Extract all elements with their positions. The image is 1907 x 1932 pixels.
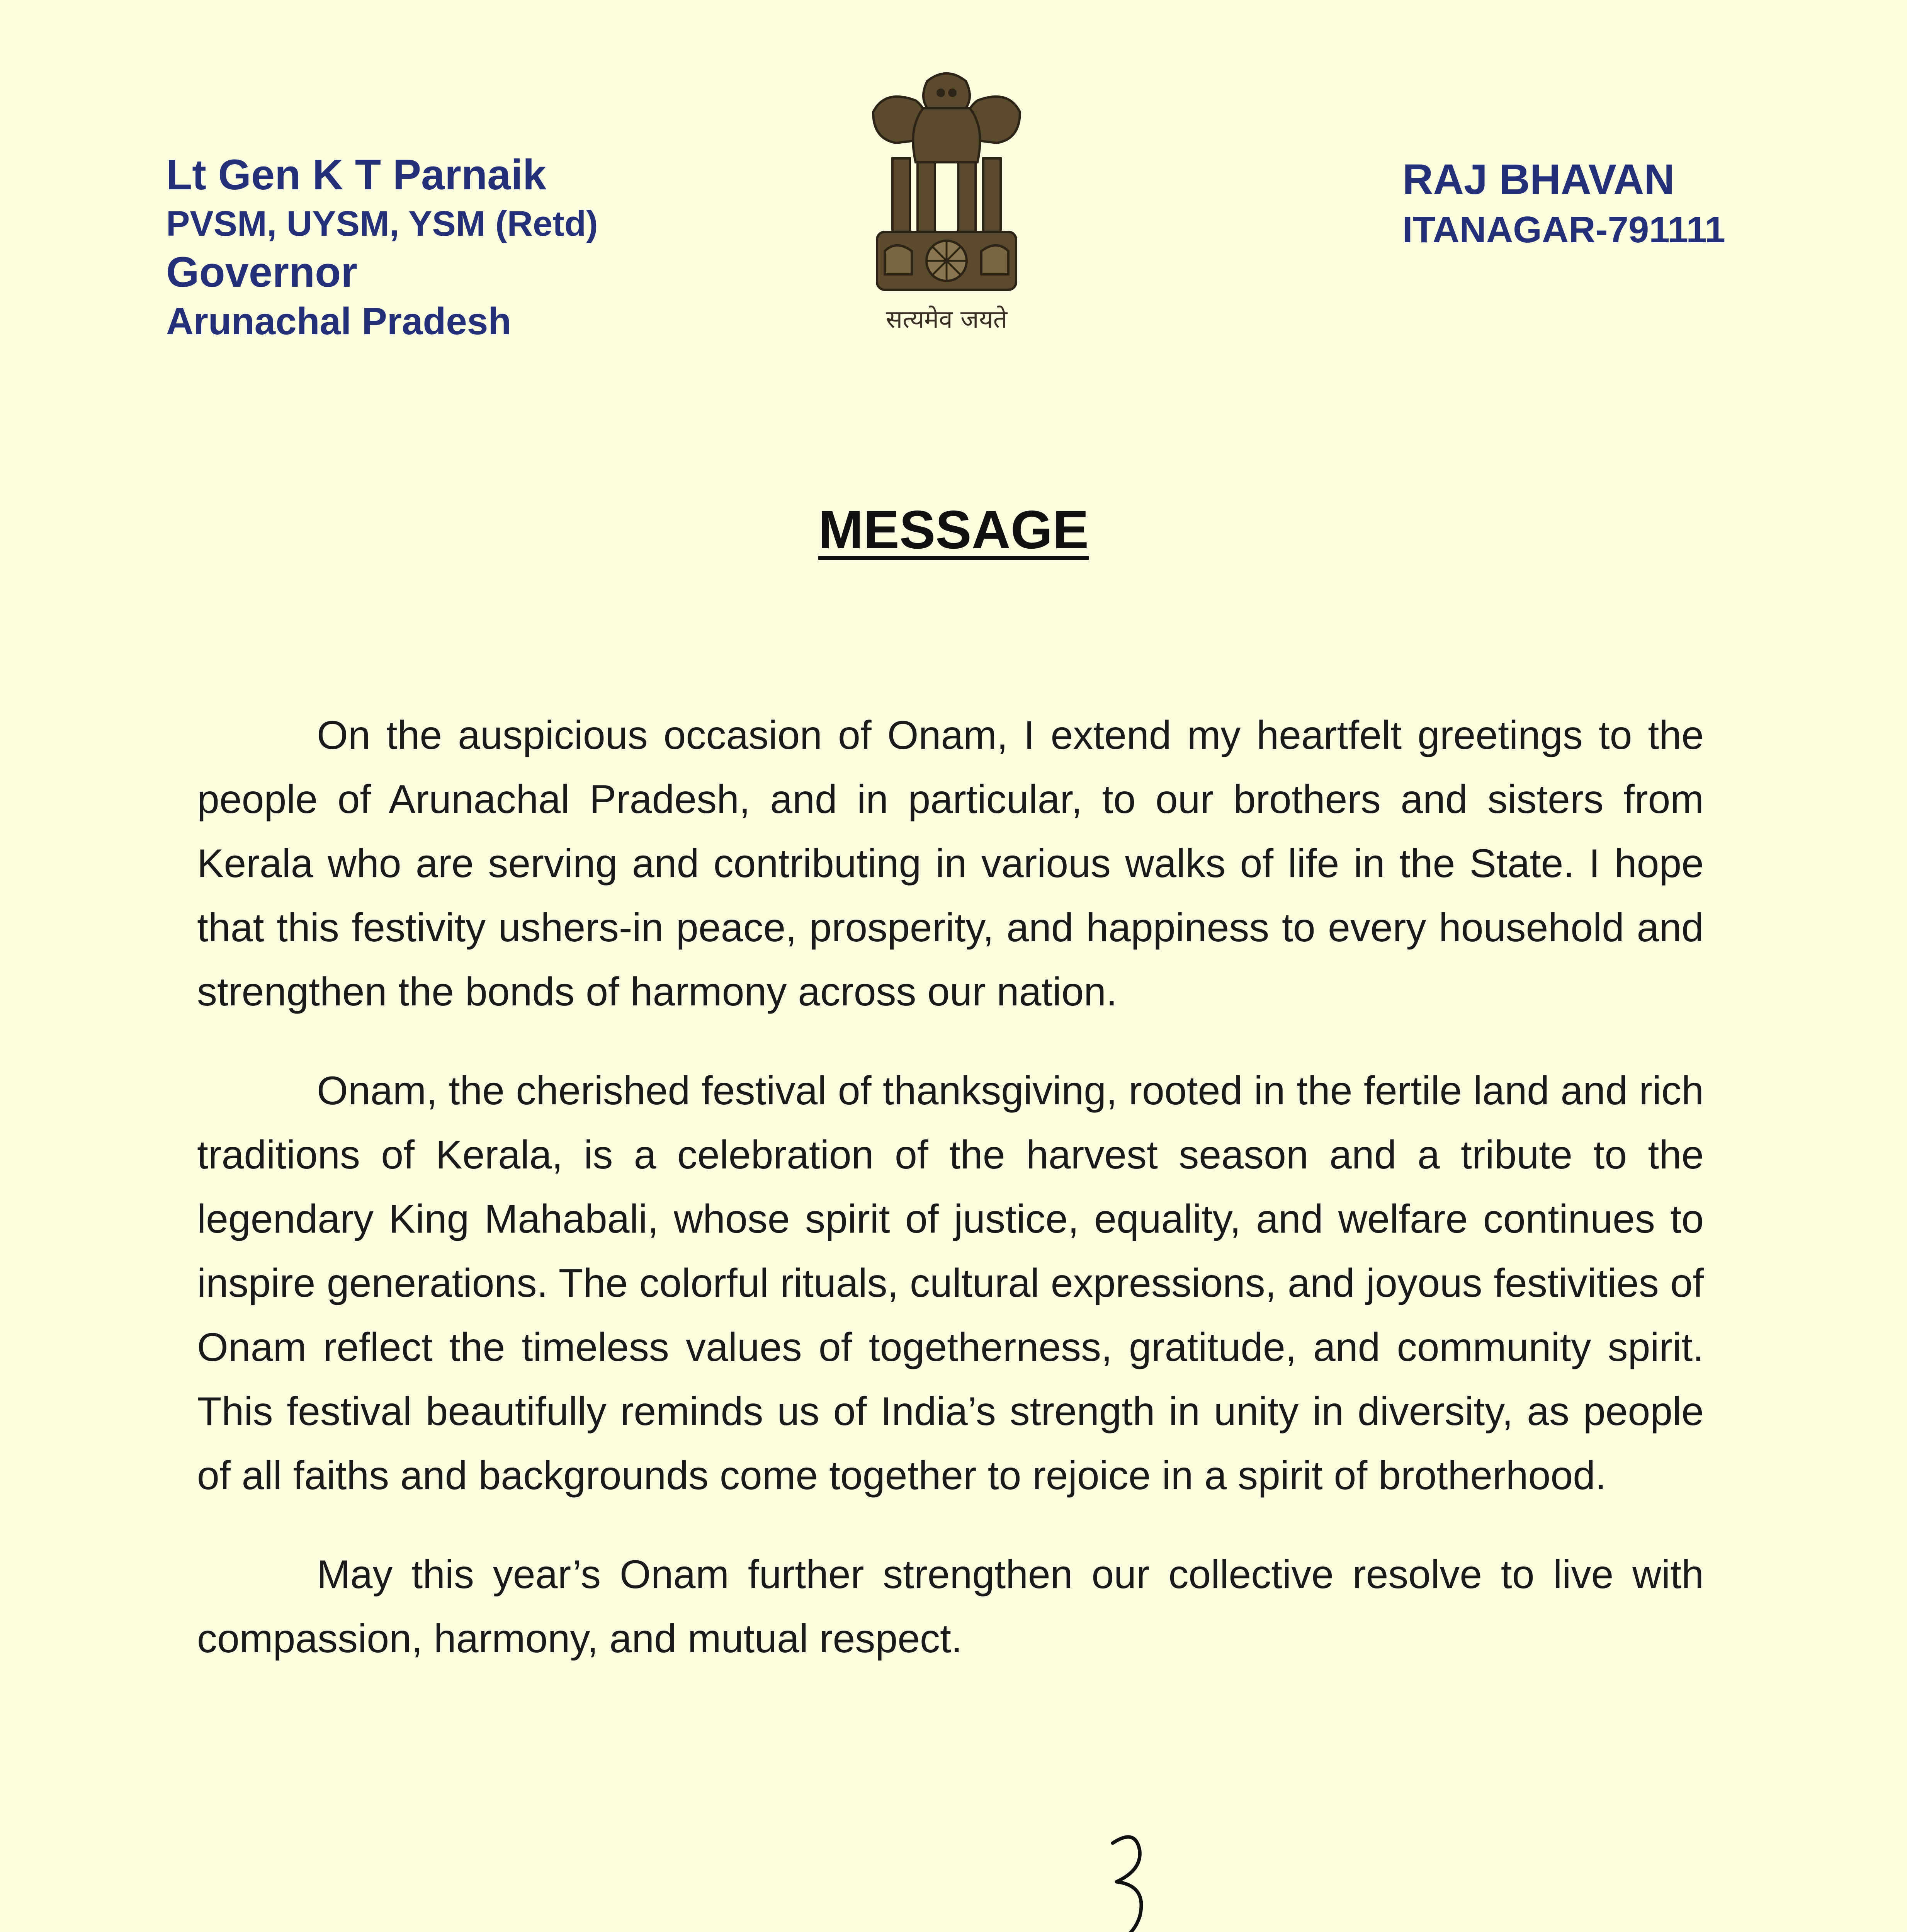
paragraph-2: Onam, the cherished festival of thanksgiving, rooted in the fertile land and rich traditions of Kerala, is a celebration of the harvest season and a tribute to the legendary King Mahabali, whose spirit of justice, equality, and welfare continues to inspire generations. The colorful rituals, cultural expressions, and joyous festivities of Onam reflect the timeless values of togetherness, gratitude, and community spirit. This festival beautifully reminds us of India’s strength in unity in diversity, as people of all faiths and backgrounds come together to rejoice in a spirit of brotherhood. <box>197 1068 1704 1498</box>
handwritten-signature-icon <box>1074 1828 1499 1932</box>
governor-honours: PVSM, UYSM, YSM (Retd) <box>166 204 598 243</box>
governor-name: Lt Gen K T Parnaik <box>166 151 547 199</box>
paragraph-3: May this year’s Onam further strengthen our collective resolve to live with compassion, harmony, and mutual respect. <box>197 1552 1704 1661</box>
office-address: ITANAGAR-791111 <box>1402 209 1725 250</box>
national-emblem-icon <box>850 66 1043 305</box>
office-name: RAJ BHAVAN <box>1402 156 1675 203</box>
letterhead-right <box>1402 155 1725 255</box>
page-title: MESSAGE <box>818 499 1089 560</box>
governor-designation: Governor <box>166 248 358 296</box>
letterhead-left <box>166 151 598 345</box>
emblem-motto: सत्यमेव जयते <box>886 305 1008 334</box>
governor-state: Arunachal Pradesh <box>166 300 512 342</box>
message-body <box>197 703 1704 1706</box>
paragraph-1: On the auspicious occasion of Onam, I extend my heartfelt greetings to the people of Arunachal Pradesh, and in particular, to our brothers and sisters from Kerala who are serving and contributing in various walks of life in the State. I hope that this festivity ushers-in peace, prosperity, and happiness to every household and strengthen the bonds of harmony across our nation. <box>197 713 1704 1014</box>
